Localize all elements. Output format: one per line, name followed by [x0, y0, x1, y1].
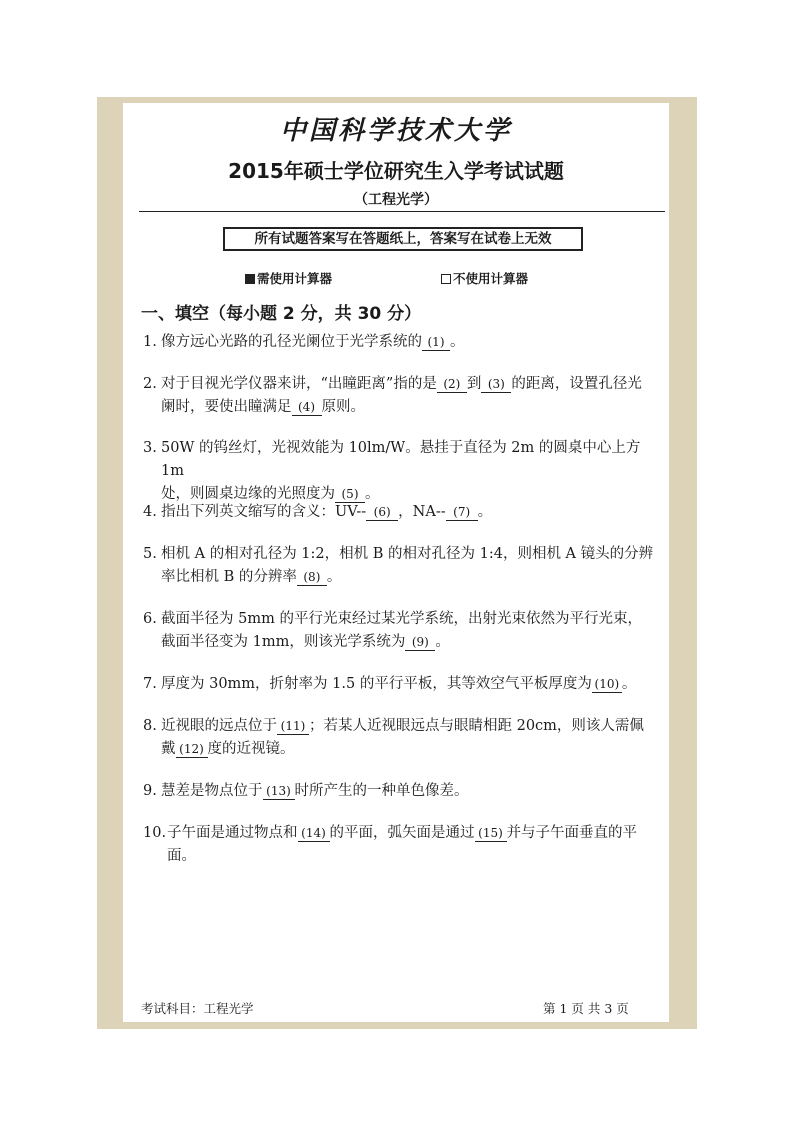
- answer-blank: (1): [422, 334, 450, 351]
- question-number: 4.: [143, 504, 157, 520]
- question-text: 指出下列英文缩写的含义：UV--: [161, 504, 367, 520]
- question-text: 50W 的钨丝灯，光视效能为 10lm/W。悬挂于直径为 2m 的圆桌中心上方 1m: [161, 440, 645, 479]
- answer-blank: (8): [297, 569, 327, 586]
- question-text: 。: [435, 634, 450, 650]
- question-text: 时所产生的一种单色像差。: [294, 783, 469, 799]
- answer-blank: (6): [366, 504, 398, 521]
- unchecked-box-icon: [441, 274, 451, 284]
- question-text: 面。: [167, 848, 196, 864]
- question-text: 。: [450, 334, 465, 350]
- question-text: 相机 A 的相对孔径为 1:2，相机 B 的相对孔径为 1:4，则相机 A 镜头的分辨: [161, 546, 654, 562]
- question-text: 。: [621, 676, 637, 692]
- checked-box-icon: [245, 274, 255, 284]
- question-text: 截面半径为 5mm 的平行光束经过某光学系统，出射光束依然为平行光束，: [161, 611, 642, 627]
- answer-blank: (4): [292, 399, 322, 416]
- question-number: 2.: [143, 376, 157, 392]
- answer-blank: (5): [335, 486, 365, 503]
- question-text: 截面半径变为 1mm，则该光学系统为: [161, 634, 406, 650]
- question-text: 近视眼的远点位于: [161, 718, 277, 734]
- question-text: ；若某人近视眼远点与眼睛相距 20cm，则该人需佩: [309, 718, 644, 734]
- question-text: 慧差是物点位于: [161, 783, 263, 799]
- question-text: 并与子午面垂直的平: [506, 825, 637, 841]
- question-text: 到: [466, 376, 482, 392]
- answer-blank: (2): [437, 376, 467, 393]
- footer-page-number: 第 1 页 共 3 页: [543, 1001, 629, 1016]
- question-text: 度的近视镜。: [207, 741, 295, 757]
- question-number: 7.: [143, 676, 157, 692]
- question-text: ，NA--: [398, 504, 446, 520]
- exam-subject: （工程光学）: [354, 192, 438, 208]
- question-number: 1.: [143, 334, 157, 350]
- question-text: 率比相机 B 的分辨率: [161, 569, 297, 585]
- answer-notice: 所有试题答案写在答题纸上，答案写在试卷上无效: [223, 227, 583, 251]
- question-number: 9.: [143, 783, 157, 799]
- question-1: [143, 331, 663, 354]
- question-text: 戴: [161, 741, 176, 757]
- question-text: 厚度为 30mm，折射率为 1.5 的平行平板，其等效空气平板厚度为: [161, 676, 592, 692]
- question-number: 8.: [143, 718, 157, 734]
- answer-blank: (3): [481, 376, 511, 393]
- exam-page: [123, 103, 669, 1022]
- answer-blank: (15): [475, 825, 507, 842]
- question-4: [143, 501, 663, 524]
- answer-blank: (7): [446, 504, 478, 521]
- calculator-required-label: 需使用计算器: [257, 271, 333, 286]
- question-text: 处，则圆桌边缘的光照度为: [161, 486, 335, 502]
- answer-blank: (12): [176, 741, 208, 758]
- question-2: [143, 373, 663, 419]
- question-text: 子午面是通过物点和: [167, 825, 298, 841]
- question-text: 的平面，弧矢面是通过: [329, 825, 475, 841]
- answer-blank: (14): [298, 825, 330, 842]
- question-text: 像方远心光路的孔径光阑位于光学系统的: [161, 334, 422, 350]
- section-title: 一、填空（每小题 2 分，共 30 分）: [141, 304, 422, 324]
- question-text: 阑时，要使出瞳满足: [161, 399, 292, 415]
- university-name: 中国科学技术大学: [279, 116, 512, 146]
- question-text: 。: [477, 504, 493, 520]
- footer-subject: 考试科目：工程光学: [141, 1001, 254, 1016]
- question-text: 的距离，设置孔径光: [511, 376, 642, 392]
- calculator-required: [245, 269, 332, 287]
- question-7: [143, 673, 663, 696]
- calculator-not-required: [441, 269, 528, 287]
- question-3: [143, 437, 663, 506]
- calculator-not-required-label: 不使用计算器: [453, 271, 529, 286]
- question-number: 5.: [143, 546, 157, 562]
- question-6: [143, 608, 663, 654]
- question-number: 6.: [143, 611, 157, 627]
- header-divider: [139, 211, 665, 212]
- exam-title: 2015年硕士学位研究生入学考试试题: [228, 159, 564, 183]
- question-number: 10.: [143, 825, 167, 841]
- answer-blank: (10): [592, 676, 622, 693]
- question-10: [143, 822, 663, 868]
- question-5: [143, 543, 663, 589]
- question-9: [143, 780, 663, 803]
- question-text: 对于目视光学仪器来讲，“出瞳距离”指的是: [161, 376, 437, 392]
- question-text: 原则。: [321, 399, 365, 415]
- answer-blank: (13): [263, 783, 295, 800]
- question-8: [143, 715, 663, 761]
- question-text: 。: [365, 486, 380, 502]
- answer-blank: (11): [277, 718, 309, 735]
- question-number: 3.: [143, 440, 157, 456]
- answer-blank: (9): [405, 634, 435, 651]
- question-text: 。: [326, 569, 342, 585]
